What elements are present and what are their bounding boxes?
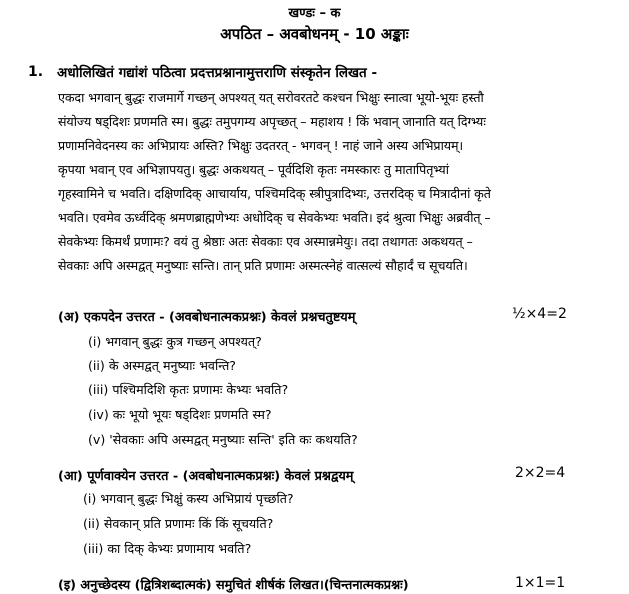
passage-line: कृपया भवान् एव अभिज्ञापयतु। बुद्धः अकथयत् – पूर्वदिशि कृतः नमस्कारः तु मातापितृभ्यां (58, 162, 449, 177)
section-a-heading: (अ) एकपदेन उत्तरत - (अवबोधनात्मकप्रश्नः) केवलं प्रश्नचतुष्टयम् (58, 310, 356, 325)
list-item: (iv) कः भूयो भूयः षड्दिशः प्रणमति स्म? (88, 407, 272, 422)
list-item: (ii) के अस्मद्वत् मनुष्याः भवन्ति? (88, 358, 236, 373)
question-instruction: अधोलिखितं गद्यांशं पठित्वा प्रदत्तप्रश्नानामुत्तराणि संस्कृतेन लिखत - (57, 65, 378, 81)
section-aa-heading: (आ) पूर्णवाक्येन उत्तरत - (अवबोधनात्मकप्रश्नः) केवलं प्रश्नद्वयम् (58, 469, 354, 484)
section-a-marks: ½×4=2 (512, 306, 567, 322)
passage-line: एकदा भगवान् बुद्धः राजमार्गे गच्छन् अपश्यत् यत् सरोवरतटे कश्चन भिक्षुः स्नात्वा भूयो-भूयः हस्तौ (58, 90, 484, 105)
passage-line: गृहस्वामिने च भवति। दक्षिणदिक् आचार्याय, पश्चिमदिक् स्त्रीपुत्रादिभ्यः, उत्तरदिक् च मित्रादीनां कृते (58, 186, 491, 201)
passage-line: संयोज्य षड्दिशः प्रणमति स्म। बुद्धः तमुपगम्य अपृच्छत् – महाशय ! किं भवान् जानाति यत् दिग्भ्यः (58, 114, 486, 129)
passage-line: भवति। एवमेव ऊर्ध्वदिक् श्रमणब्राह्मणेभ्यः अधोदिक् च सेवकेभ्यः भवति। इदं श्रुत्वा भिक्षुः अब्रवीत् – (58, 210, 491, 225)
question-number: 1. (28, 64, 44, 80)
list-item: (i) भगवान् बुद्धः भिक्षुं कस्य अभिप्रायं पृच्छति? (83, 491, 294, 506)
list-item: (iii) का दिक् केभ्यः प्रणामाय भवति? (83, 541, 252, 556)
list-item: (i) भगवान् बुद्धः कुत्र गच्छन् अपश्यत्? (88, 334, 262, 349)
section-title: खण्डः – क (288, 6, 341, 21)
page-title: अपठित – अवबोधनम् - 10 अङ्काः (220, 25, 409, 43)
passage-line: सेवकाः अपि अस्मद्वत् मनुष्याः सन्ति। तान् प्रति प्रणामः अस्मत्स्नेहं वात्सल्यं सौहार्दं च सूचयति। (58, 258, 468, 273)
list-item: (v) 'सेवकाः अपि अस्मद्वत् मनुष्याः सन्ति' इति कः कथयति? (88, 432, 358, 447)
list-item: (iii) पश्चिमदिशि कृतः प्रणामः केभ्यः भवति? (88, 382, 289, 397)
section-aa-marks: 2×2=4 (515, 465, 566, 481)
passage-line: प्रणामनिवेदनस्य कः अभिप्रायः अस्ति? भिक्षुः उदतरत् - भगवन् ! नाहं जाने अस्य अभिप्रायम्। (58, 138, 464, 153)
passage-line: सेवकेभ्यः किमर्थं प्रणामः? वयं तु श्रेष्ठाः अतः सेवकाः एव अस्मान्नमेयुः। तदा तथागतः अकथयत् – (58, 234, 473, 249)
section-i-marks: 1×1=1 (515, 575, 566, 591)
list-item: (ii) सेवकान् प्रति प्रणामः किं किं सूचयति? (83, 516, 274, 531)
section-i-heading: (इ) अनुच्छेदस्य (द्वित्रिशब्दात्मकं) समुचितं शीर्षकं लिखत।(चिन्तनात्मकप्रश्नः) (58, 578, 409, 593)
